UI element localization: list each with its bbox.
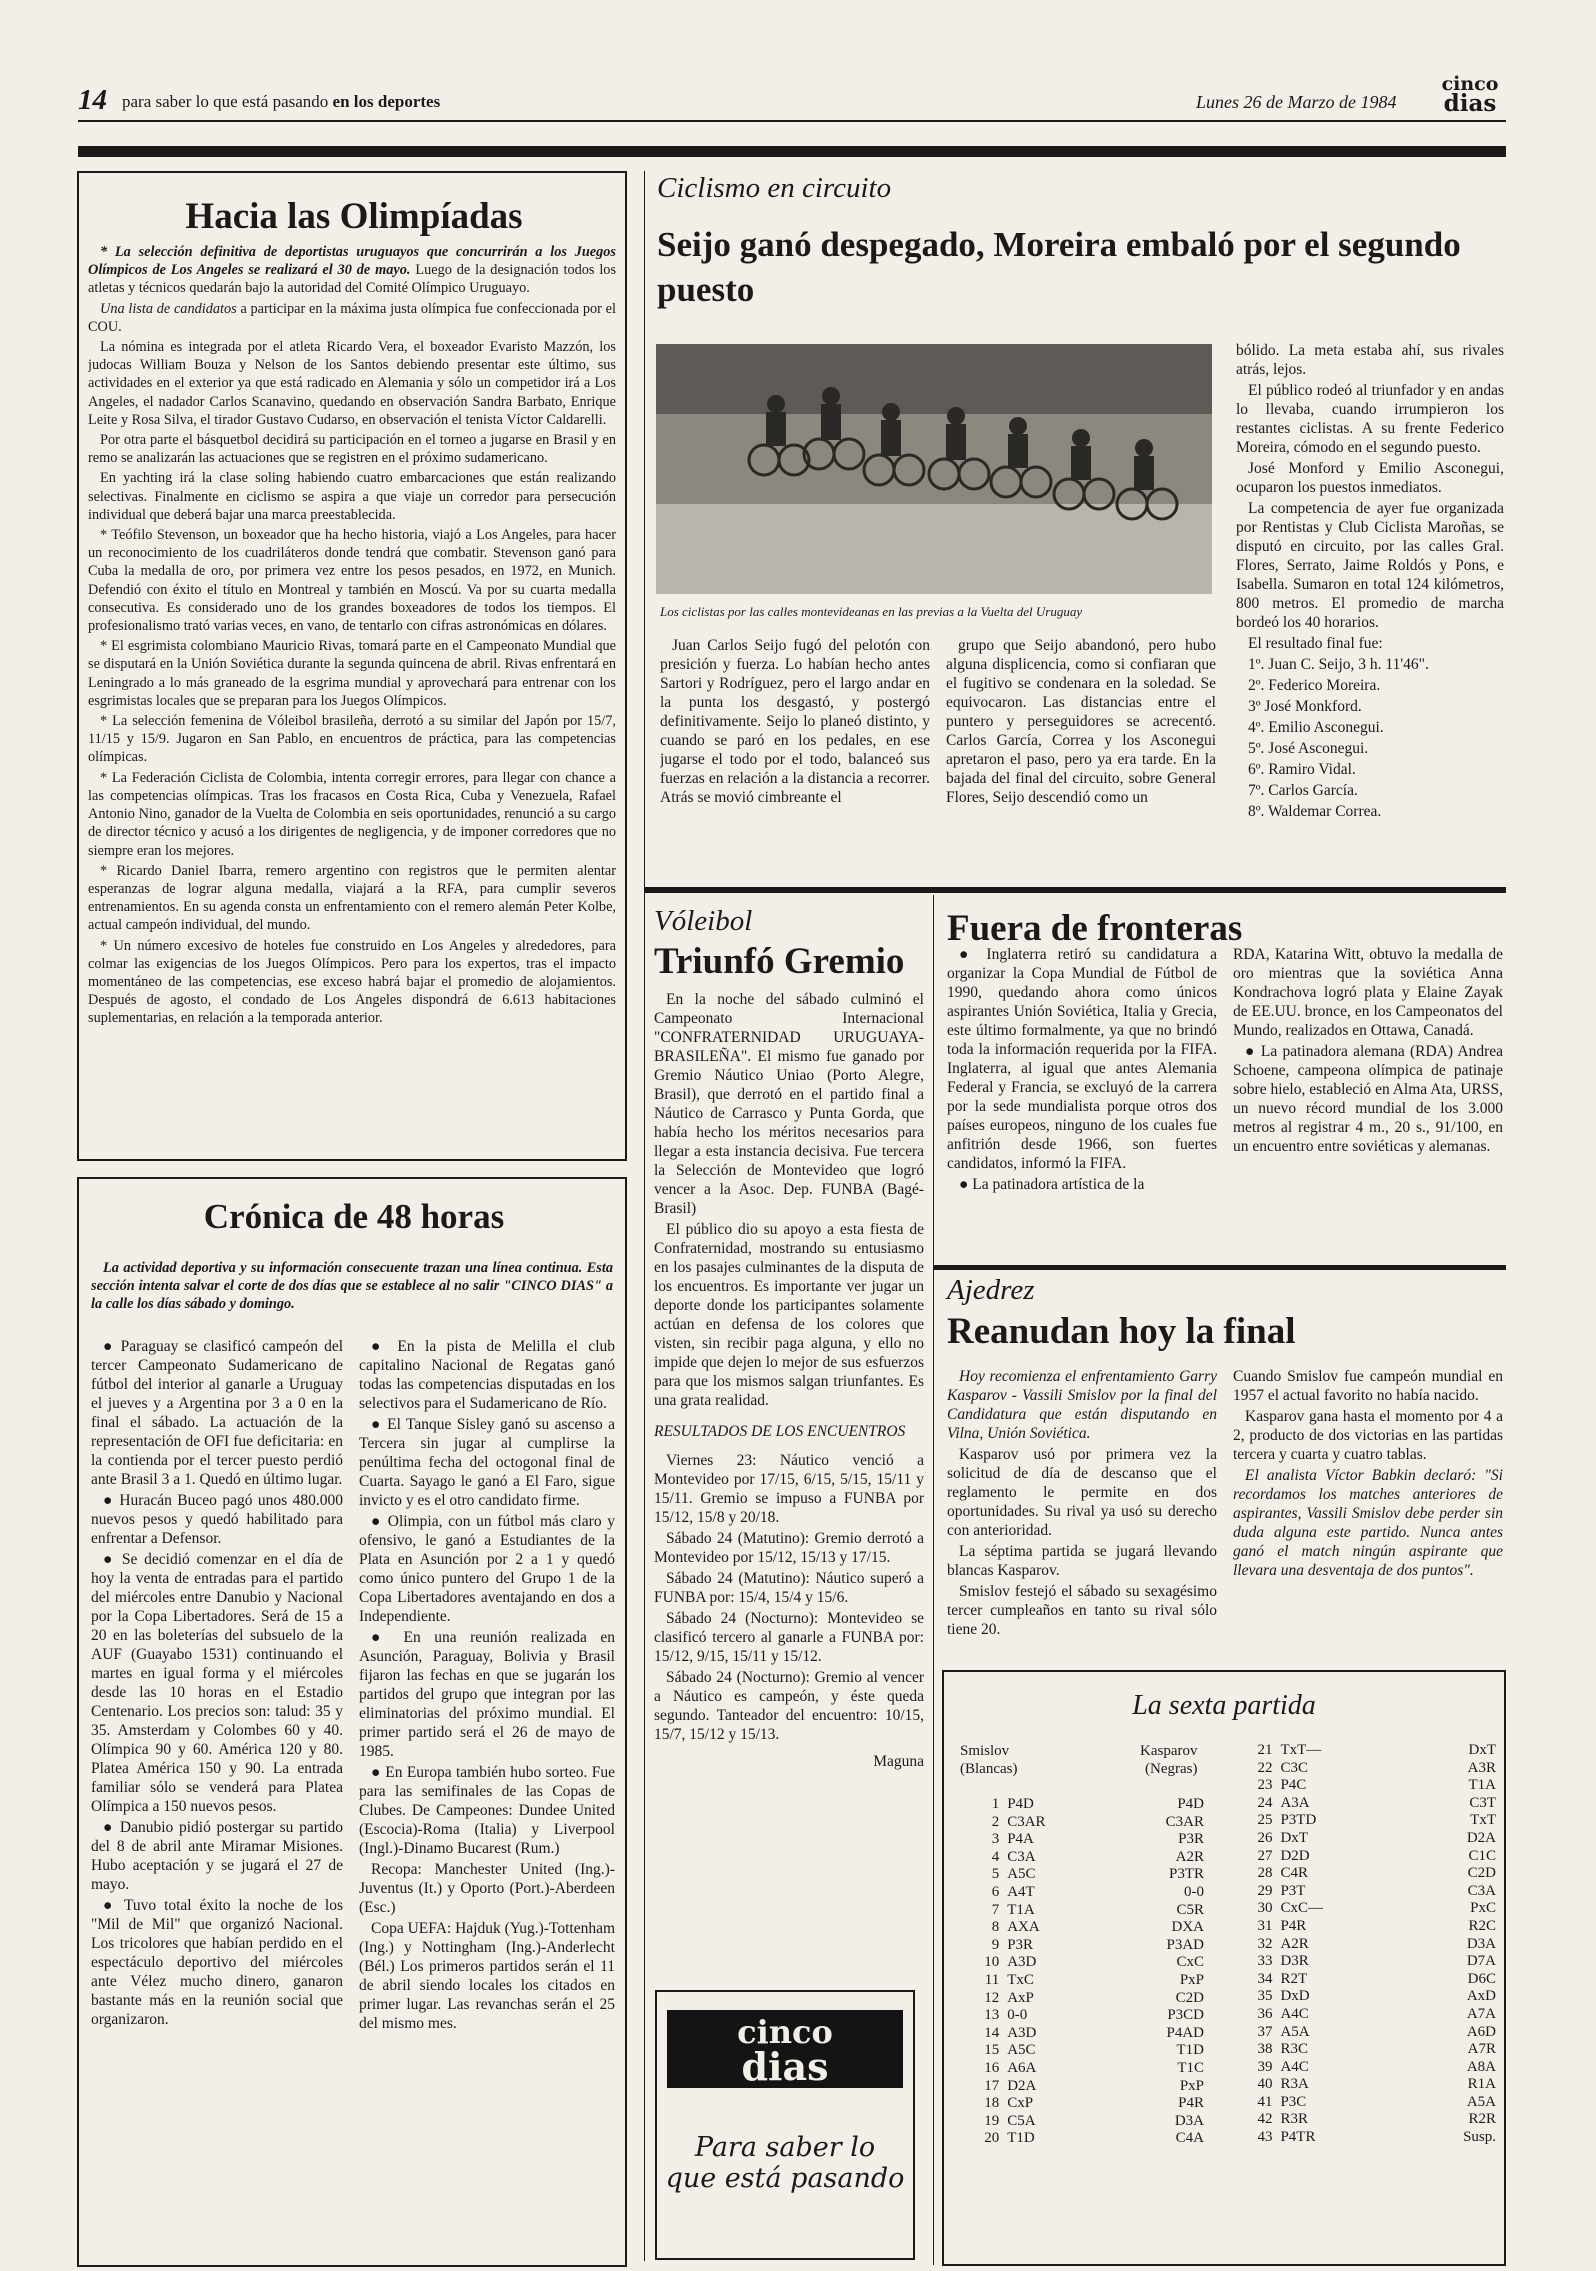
move-row [1214, 1988, 1500, 2006]
ajedrez-col1-c: La séptima partida se jugará llevando blancas Kasparov. [947, 1543, 1217, 1579]
cronica-item: ● Se decidió comenzar en el día de hoy la venta de entradas para el partido del miércoles entre Danubio y Nacional por la Copa Libertadores. Será de 15 a 20 en las boleterías del subsuelo de la AUF (Guayabo 1531) continuando el martes en igual forma y el miércoles desde las 10 horas en el Estadio Centenario. Los precios son: talud: 35 y 35. Amsterdam y Colombes 60 y 40. Olímpica 90 y 60. América 120 y 80. Platea América 150 y 90. La entrada familiar sólo se venderá para Platea Olímpica a 150 nuevos pesos. [91, 1551, 343, 1815]
olimpiadas-p1-rest: Luego de la designación todos los atletas y técnicos quedarán bajo la autoridad del Comité Olímpico Uruguayo. [88, 262, 616, 297]
black-move: AxD [1466, 1988, 1496, 2005]
column-divider-2 [933, 895, 934, 2265]
move-row [946, 1849, 1208, 1867]
move-row [946, 2025, 1208, 2043]
move-number: 5 [991, 1866, 1000, 1883]
fronteras-item: RDA, Katarina Witt, obtuvo la medalla de oro mientras que la soviética Anna Kondrachova logró plata y Elaine Zayak de EE.UU. bronce, en los Campeonatos del Mundo, realizados en Ottawa, Canadá. [1233, 946, 1503, 1039]
white-move: R2T [1280, 1970, 1308, 1987]
move-row [1214, 2006, 1500, 2024]
black-move: D3A [1466, 1935, 1496, 1952]
move-number: 11 [984, 1971, 1000, 1988]
move-row [946, 2078, 1208, 2096]
ciclismo-col1-text: Juan Carlos Seijo fugó del pelotón con presición y fuerza. Lo habían hecho antes Sartori y Rodríguez, pero el largo andar en la punta los desgastó, y postergó definitivamente. Seijo lo planeó distinto, y cuando se paró en los pedales, en ese jugarse el todo por el todo, balanceó sus fuerzas en relación a la distancia a recorrer. Atrás se movió cimbreante el [660, 637, 930, 806]
tagline-text: para saber lo que está pasando [122, 92, 329, 111]
white-move: R3C [1280, 2041, 1308, 2058]
olimpiadas-p4: Por otra parte el básquetbol decidirá su participación en el torneo a jugarse en Brasil y en remo se analizarán las actuaciones que se registren en el próximo sudamericano. [88, 432, 616, 467]
white-move: A3D [1007, 1954, 1037, 1971]
black-move: P3R [1178, 1831, 1204, 1848]
black-move: A7R [1467, 2041, 1496, 2058]
ciclismo-col3-b: El público rodeó al triunfador y en andas lo llevaba, cuando irrumpieron los restantes ciclistas. A su frente Federico Moreira, cómodo en el segundo puesto. [1236, 382, 1504, 456]
ajedrez-col2 [1233, 1367, 1503, 1657]
olimpiadas-p3: La nómina es integrada por el atleta Ricardo Vera, el boxeador Evaristo Mazzón, los judocas William Bouza y Nelson de los Santos debiendo presentar este último, sus actividades en el exterior ya que está radicado en Alemania y sólo un competidor irá a Los Angeles, el nadador Carlos Scanavino, quedando en observación Sandra Barbato, Enrique Leite y Rosa Silva, el tirador Gustavo Cudarso, en observación el tenista Víctor Caldarelli. [88, 339, 616, 428]
white-player: Smislov [960, 1743, 1010, 1759]
white-move: C5A [1007, 2112, 1036, 2129]
olimpiadas-p2-lead: Una lista de candidatos [100, 300, 237, 317]
white-move: TxT— [1280, 1742, 1322, 1758]
white-move: TxC [1007, 1971, 1034, 1988]
cronica-item: ● Paraguay se clasificó campeón del tercer Campeonato Sudamericano de fútbol del interior al ganarle a Uruguay el jueves y a Argentina por 3 a 0 en la final el sábado. La actuación de la representación de OFI fue deficitaria: en la contienda por el tercer puesto perdió ante Brasil 3 a 1. Quedó en último lugar. [91, 1338, 343, 1488]
voleibol-p2: El público dio su apoyo a esta fiesta de Confraternidad, mostrando su entusiasmo en los pasajes culminantes de la disputa de los encuentros. Es importante ver jugar un deporte donde los participantes solamente actúan en defensa de los colores que visten, sin recibir paga alguna, y ello no impide que dejen lo mejor de sus esfuerzos para que los mismos salgan triunfantes. Es una grata realidad. [654, 1221, 924, 1409]
move-number: 8 [991, 1919, 1000, 1936]
black-move: P4R [1178, 2095, 1204, 2112]
result-row: 6º. Ramiro Vidal. [1248, 761, 1356, 778]
white-move: D3R [1280, 1953, 1309, 1970]
white-move: CxP [1007, 2095, 1034, 2112]
cyclists-photo-art [656, 344, 1212, 594]
black-move: TxT [1470, 1812, 1496, 1829]
move-row [946, 2007, 1208, 2025]
black-player: Kasparov [1140, 1743, 1198, 1759]
result-row: 3º José Monkford. [1248, 698, 1362, 715]
black-move: 0-0 [1184, 1883, 1204, 1900]
move-number: 26 [1257, 1829, 1273, 1846]
move-row [1214, 2111, 1500, 2129]
olimpiadas-p9: * La Federación Ciclista de Colombia, intenta corregir errores, para llegar con chance a las competencias olímpicas. Tras los fracasos en Costa Rica, Cuba y Venezuela, Rafael Antonio Nino, ganador de la Vuelta de Colombia en seis oportunidades, renunció a su cargo de director técnico y acusó a los dirigentes de negligencia, y de imponer corredores que no siempre eran los mejores. [88, 769, 616, 859]
black-move: P4D [1177, 1796, 1204, 1812]
white-move: P4D [1007, 1796, 1034, 1812]
move-row [946, 1814, 1208, 1832]
olimpiadas-title: Hacia las Olimpíadas [185, 196, 523, 237]
black-move: P3CD [1167, 2007, 1204, 2024]
black-move: P3TR [1168, 1866, 1204, 1883]
black-move: PxP [1179, 1971, 1204, 1988]
ciclismo-col3 [1236, 341, 1504, 878]
voleibol-results-title: RESULTADOS DE LOS ENCUENTROS [654, 1423, 906, 1440]
move-row [1214, 2059, 1500, 2077]
ciclismo-col1 [660, 636, 930, 878]
move-number: 18 [984, 2095, 1000, 2112]
move-row [1214, 1760, 1500, 1778]
move-number: 29 [1257, 1882, 1273, 1899]
move-number: 15 [984, 2042, 1000, 2059]
black-header [1140, 1742, 1197, 1778]
move-row [1214, 2076, 1500, 2094]
move-number: 12 [984, 1989, 1000, 2006]
white-move: A6A [1007, 2059, 1037, 2076]
white-move: P3R [1007, 1936, 1034, 1953]
move-number: 1 [991, 1796, 1000, 1812]
move-row [946, 1902, 1208, 1920]
black-move: D2A [1466, 1829, 1496, 1846]
white-move: A5C [1007, 2042, 1036, 2059]
cronica-item: ● Tuvo total éxito la noche de los "Mil de Mil" que organizó Nacional. Los tricolores que habían perdido en el espectáculo deportivo del miércoles ante Vélez mucho dinero, ganaron bastante más en la reunión social que organizaron. [91, 1897, 343, 2028]
move-number: 35 [1257, 1988, 1273, 2005]
voleibol-result: Viernes 23: Náutico venció a Montevideo por 17/15, 6/15, 5/15, 15/11 y 15/11. Gremio se impuso a FUNBA por 15/12, 15/8 y 20/18. [654, 1452, 924, 1526]
voleibol-title: Triunfó Gremio [654, 941, 905, 982]
move-row [1214, 1900, 1500, 1918]
fronteras-item: ● La patinadora artística de la [959, 1176, 1145, 1193]
white-move: A4C [1280, 2005, 1309, 2022]
white-move: C3AR [1007, 1813, 1046, 1830]
ciclismo-col3-c: José Monford y Emilio Asconegui, ocuparon los puestos inmediatos. [1236, 460, 1504, 496]
black-move: C2D [1175, 1989, 1204, 2006]
white-move: R3A [1280, 2076, 1309, 2093]
move-row [1214, 1883, 1500, 1901]
black-move: A2R [1175, 1848, 1204, 1865]
move-row [1214, 2024, 1500, 2042]
result-row: 1º. Juan C. Seijo, 3 h. 11'46". [1248, 656, 1429, 673]
fronteras-title: Fuera de fronteras [947, 908, 1243, 949]
olimpiadas-body [88, 243, 616, 1155]
black-move: C3T [1469, 1794, 1496, 1811]
white-move: C3A [1007, 1848, 1036, 1865]
cronica-item: ● En una reunión realizada en Asunción, Paraguay, Bolivia y Brasil fijaron las fechas en que se jugarán los partidos del grupo que integran por las eliminatorias del próximo mundial. El primer partido será el 26 de mayo de 1985. [359, 1629, 615, 1760]
move-row [1214, 1953, 1500, 1971]
voleibol-result: Sábado 24 (Nocturno): Montevideo se clasificó tercero al ganarle a FUNBA por: 15/12, 9/15, 15/11 y 15/12. [654, 1610, 924, 1665]
black-move: C1C [1468, 1847, 1496, 1864]
move-number: 9 [991, 1936, 1000, 1953]
black-move: R2R [1468, 2111, 1496, 2128]
white-move: C4R [1280, 1865, 1308, 1882]
move-number: 16 [984, 2059, 1000, 2076]
cronica-intro [91, 1259, 613, 1321]
black-move: D6C [1467, 1970, 1496, 1987]
black-move: A6D [1466, 2023, 1496, 2040]
logo-bottom: dias [1443, 90, 1497, 117]
white-move: DxT [1280, 1829, 1308, 1846]
chess-game-box [942, 1670, 1506, 2266]
black-move: C3A [1467, 1882, 1496, 1899]
move-row [946, 1972, 1208, 1990]
cronica-item: ● El Tanque Sisley ganó su ascenso a Tercera sin jugar al cumplirse la penúltima fecha del octogonal final de Cuarta. Sayago le ganó a El Faro, sigue invicto y es el otro candidato firme. [359, 1416, 615, 1509]
cronica-item: Recopa: Manchester United (Ing.)-Juventus (It.) y Oporto (Port.)-Aberdeen (Esc.) [359, 1861, 615, 1916]
olimpiadas-p1-lead: * La selección definitiva de deportistas uruguayos que concurrirán a los Juegos Olímpicos de Los Angeles se realizará el 30 de mayo. [88, 244, 616, 279]
move-row [946, 2042, 1208, 2060]
move-row [946, 1866, 1208, 1884]
cronica-right-col [359, 1337, 615, 2262]
cronica-item: ● En la pista de Melilla el club capitalino Nacional de Regatas ganó todas las competencias disputadas en los selectivos para el Sudamericano de Río. [359, 1338, 615, 1412]
header-logo [1440, 73, 1500, 117]
move-row [1214, 1742, 1500, 1760]
chess-game-title: La sexta partida [1132, 1690, 1316, 1721]
white-color: (Blancas) [960, 1761, 1018, 1777]
black-move: DXA [1171, 1919, 1204, 1936]
move-number: 2 [991, 1813, 1000, 1830]
white-move: CxC— [1280, 1900, 1323, 1917]
cronica-intro-text: La actividad deportiva y su información consecuente trazan una línea continua. Esta sección intenta salvar el corte de dos días que se establece al no salir "CINCO DIAS" a la calle los días sábado y domingo. [91, 1260, 613, 1313]
white-move: T1D [1007, 2130, 1035, 2147]
white-move: DxD [1280, 1988, 1310, 2005]
move-row [946, 2095, 1208, 2113]
ad-slogan [657, 2132, 913, 2194]
move-number: 33 [1257, 1953, 1273, 1970]
black-move: T1C [1177, 2059, 1204, 2076]
white-header [960, 1742, 1017, 1778]
white-move: AxP [1007, 1989, 1034, 2006]
move-number: 28 [1257, 1865, 1273, 1882]
fronteras-article [945, 895, 1505, 1265]
move-number: 39 [1257, 2058, 1273, 2075]
moves-table-right [1214, 1742, 1500, 2147]
move-number: 37 [1257, 2023, 1273, 2040]
black-move: T1A [1468, 1777, 1496, 1794]
move-number: 41 [1257, 2093, 1273, 2110]
move-number: 32 [1257, 1935, 1273, 1952]
ajedrez-article [945, 1270, 1505, 1665]
cronica-item: ● Huracán Buceo pagó unos 480.000 nuevos pesos y quedó habilitado para enfrentar a Defensor. [91, 1492, 343, 1547]
move-row [1214, 2129, 1500, 2147]
move-number: 14 [984, 2024, 1000, 2041]
black-move: R1A [1467, 2076, 1496, 2093]
white-move: A3A [1280, 1794, 1310, 1811]
ciclismo-article [656, 166, 1506, 878]
tagline-section: en los deportes [332, 92, 441, 111]
move-number: 43 [1257, 2129, 1273, 2146]
result-row: 5º. José Asconegui. [1248, 740, 1369, 757]
ajedrez-col1-a: Hoy recomienza el enfrentamiento Garry Kasparov - Vassili Smislov por la final del Candidatura que están disputando en Vilna, Unión Soviética. [947, 1368, 1217, 1442]
ajedrez-col2-a: Cuando Smislov fue campeón mundial en 1957 el actual favorito no había nacido. [1233, 1368, 1503, 1404]
move-number: 7 [991, 1901, 1000, 1918]
olimpiadas-p6: * Teófilo Stevenson, un boxeador que ha hecho historia, viajó a Los Angeles, para hacer un reconocimiento de los cuadriláteros donde tendrá que combatir. Stevenson ganó para Cuba la medalla de oro, por primera vez entre los pesos pesados, en 1972, en Munich. Defendió con éxito el título en Montreal y también en Moscú. Va por su cuarta medalla consecutiva. Es considerado uno de los grandes boxeadores de todos los tiempos. El profesionalismo trató varias veces, en vano, de tentarlo con cifras astronómicas en dólares. [88, 527, 616, 635]
ciclismo-col2 [946, 636, 1216, 878]
white-move: 0-0 [1007, 2007, 1028, 2024]
ajedrez-col2-c: El analista Víctor Babkin declaró: "Si recordamos los matches anteriores de aspirantes, Vassili Smislov debe perder sin duda alguna este partido. Nunca antes ganó el match ningún aspirante que llevara una desventaja de dos puntos". [1233, 1467, 1503, 1579]
black-move: A5A [1466, 2093, 1496, 2110]
result-row: 7º. Carlos García. [1248, 782, 1358, 799]
move-number: 34 [1257, 1970, 1273, 1987]
move-row [946, 2060, 1208, 2078]
ciclismo-title: Seijo ganó despegado, Moreira embaló por el segundo puesto [657, 225, 1461, 309]
move-row [946, 2130, 1208, 2148]
ad-slogan-1: Para saber lo [694, 2132, 876, 2163]
black-move: C5R [1176, 1901, 1204, 1918]
move-row [1214, 2094, 1500, 2112]
voleibol-signature: Maguna [873, 1753, 924, 1770]
white-move: A5C [1007, 1866, 1036, 1883]
page-number: 14 [78, 84, 107, 116]
header-tagline [122, 92, 440, 112]
ciclismo-col3-a: bólido. La meta estaba ahí, sus rivales atrás, lejos. [1236, 342, 1504, 378]
white-move: P3T [1280, 1882, 1306, 1899]
move-number: 13 [984, 2007, 1000, 2024]
white-move: A3D [1007, 2024, 1037, 2041]
ajedrez-col1-b: Kasparov usó por primera vez la solicitud de día de descanso que el reglamento le permite en dos oportunidades. Su rival ya usó su derecho con anterioridad. [947, 1446, 1217, 1539]
move-row [946, 1954, 1208, 1972]
fronteras-item: ● La patinadora alemana (RDA) Andrea Schoene, campeona olímpica de patinaje sobre hielo, estableció en Alma Ata, URSS, un nuevo récord mundial de los 3.000 metros al registrar 4 m., 20 s., 91/100, en un encuentro entre soviéticas y alemanas. [1233, 1043, 1503, 1155]
ad-logo [667, 2010, 903, 2088]
cyclists-photo [656, 344, 1212, 594]
move-number: 21 [1257, 1742, 1273, 1758]
white-move: A5A [1280, 2023, 1310, 2040]
white-move: D2A [1007, 2077, 1037, 2094]
move-row [1214, 1795, 1500, 1813]
black-move: C4A [1175, 2130, 1204, 2147]
white-move: AXA [1007, 1919, 1040, 1936]
ajedrez-col1 [947, 1367, 1217, 1657]
move-number: 38 [1257, 2041, 1273, 2058]
black-move: R2C [1468, 1917, 1496, 1934]
olimpiadas-box [77, 171, 627, 1161]
move-row [1214, 1830, 1500, 1848]
black-move: C2D [1467, 1865, 1496, 1882]
white-move: A2R [1280, 1935, 1309, 1952]
page-header [0, 0, 1596, 140]
cronica-item: ● En Europa también hubo sorteo. Fue para las semifinales de las Copas de Clubes. De Campeones: Dundee United (Escocia)-Roma (Italia) y Liverpool (Ingl.)-Dinamo Bucarest (Rum.) [359, 1764, 615, 1857]
move-row [946, 1937, 1208, 1955]
header-rule-thin [78, 120, 1506, 122]
move-row [1214, 1777, 1500, 1795]
olimpiadas-p10: * Ricardo Daniel Ibarra, remero argentino con registros que le permiten alentar esperanzas de lograr alguna medalla, viajará a la RFA, para cumplir severos entrenamientos. En su agenda consta un enfrentamiento con el remero alemán Peter Kolbe, actual campeón individual, del mundo. [88, 862, 616, 934]
white-move: A4T [1007, 1883, 1035, 1900]
ciclismo-kicker: Ciclismo en circuito [657, 172, 892, 204]
cronica-box [77, 1177, 627, 2267]
voleibol-p1: En la noche del sábado culminó el Campeonato Internacional "CONFRATERNIDAD URUGUAYA-BRASILEÑA". El mismo fue ganado por Gremio Náutico Uniao (Porto Alegre, Brasil), que derrotó en el partido final a Náutico de Carrasco y Punta Gorda, que había hecho los méritos necesarios para llegar a esta instancia decisiva. Fue tercera la Selección de Montevideo que logró vencer a la Asoc. Dep. FUNBA (Bagé-Brasil) [654, 991, 924, 1217]
voleibol-kicker: Vóleibol [654, 905, 753, 937]
ajedrez-kicker: Ajedrez [947, 1274, 1035, 1306]
moves-table-left [946, 1796, 1208, 2148]
black-move: A3R [1467, 1759, 1496, 1776]
move-number: 25 [1257, 1812, 1273, 1829]
move-number: 24 [1257, 1794, 1273, 1811]
white-move: C3C [1280, 1759, 1308, 1776]
white-move: R3R [1280, 2111, 1308, 2128]
results-label: El resultado final fue: [1248, 635, 1383, 652]
move-number: 23 [1257, 1777, 1273, 1794]
move-row [946, 1919, 1208, 1937]
move-number: 31 [1257, 1917, 1273, 1934]
olimpiadas-p5: En yachting irá la clase soling habiendo cuatro embarcaciones que están realizando selectivas. Finalmente en ciclismo se aspira a que viaje un corredor para persecución individual que deberá bajar una marca preestablecida. [88, 470, 616, 523]
move-row [1214, 1812, 1500, 1830]
result-row: 2º. Federico Moreira. [1248, 677, 1381, 694]
ad-logo-bottom: dias [741, 2044, 829, 2089]
move-number: 10 [984, 1954, 1000, 1971]
move-number: 17 [984, 2077, 1000, 2094]
ajedrez-col1-d: Smislov festejó el sábado su sexagésimo tercer cumpleaños en tanto su rival sólo tiene 20. [947, 1583, 1217, 1638]
move-number: 3 [991, 1831, 1000, 1848]
result-row: 4º. Emilio Asconegui. [1248, 719, 1384, 736]
cronica-title: Crónica de 48 horas [203, 1197, 505, 1236]
black-move: C3AR [1165, 1813, 1204, 1830]
move-row [1214, 2041, 1500, 2059]
ad-slogan-2: que está pasando [665, 2163, 905, 2194]
move-row [1214, 1865, 1500, 1883]
move-row [1214, 1936, 1500, 1954]
move-number: 6 [991, 1883, 1000, 1900]
voleibol-result: Sábado 24 (Matutino): Náutico superó a FUNBA por: 15/4, 15/4 y 15/6. [654, 1570, 924, 1606]
voleibol-body [654, 990, 924, 1950]
black-move: CxC [1176, 1954, 1204, 1971]
section-rule-1 [645, 887, 1506, 893]
move-number: 42 [1257, 2111, 1273, 2128]
move-number: 4 [991, 1848, 1000, 1865]
voleibol-result: Sábado 24 (Matutino): Gremio derrotó a Montevideo por 15/12, 15/13 y 17/15. [654, 1530, 924, 1566]
black-move: A7A [1466, 2005, 1496, 2022]
ajedrez-title: Reanudan hoy la final [947, 1311, 1296, 1352]
black-move: P3AD [1166, 1936, 1204, 1953]
result-row: 8º. Waldemar Correa. [1248, 803, 1382, 820]
header-date: Lunes 26 de Marzo de 1984 [1196, 92, 1397, 112]
black-move: PxC [1470, 1900, 1496, 1917]
move-number: 27 [1257, 1847, 1273, 1864]
white-move: P4C [1280, 1777, 1307, 1794]
white-move: A4C [1280, 2058, 1309, 2075]
cronica-item: ● Danubio pidió postergar su partido del 8 de abril ante Miramar Misiones. Hubo aceptación y se jugará el 27 de mayo. [91, 1819, 343, 1893]
black-move: D3A [1174, 2112, 1204, 2129]
white-move: P3TD [1280, 1812, 1317, 1829]
move-number: 36 [1257, 2005, 1273, 2022]
move-number: 19 [984, 2112, 1000, 2129]
cinco-dias-ad [655, 1990, 915, 2260]
column-divider [644, 171, 645, 2261]
white-move: D2D [1280, 1847, 1310, 1864]
ajedrez-col2-b: Kasparov gana hasta el momento por 4 a 2, producto de dos victorias en las partidas tercera y cuarta y cuatro tablas. [1233, 1408, 1503, 1463]
white-move: P4R [1280, 1917, 1307, 1934]
move-row [946, 1884, 1208, 1902]
fronteras-col1 [947, 945, 1217, 1263]
cronica-left-col [91, 1337, 343, 2262]
move-row [946, 2113, 1208, 2131]
header-rule-thick [78, 146, 1506, 157]
cronica-item: ● Olimpia, con un fútbol más claro y ofensivo, le ganó a Estudiantes de la Plata en Asunción por 2 a 1 y quedó como único puntero del Grupo 1 de la Copa Libertadores aventajando en dos a Independiente. [359, 1513, 615, 1625]
white-move: P3C [1280, 2093, 1307, 2110]
white-move: P4TR [1280, 2129, 1316, 2146]
olimpiadas-p8: * La selección femenina de Vóleibol brasileña, derrotó a su similar del Japón por 15/7, 11/15 y 15/9. Jugaron en San Pablo, en encuentros de práctica, para las competencias olímpicas. [88, 713, 616, 766]
move-row [946, 1990, 1208, 2008]
olimpiadas-p7: * El esgrimista colombiano Mauricio Rivas, tomará parte en el Campeonato Mundial que se disputará en la Unión Soviética durante la segunda quincena de abril. Rivas enfrentará en Leningrado a lo más graneado de la esgrima mundial y aprovechará para entrenar con los esgrimistas locales que se preparan para los Juegos Olímpicos. [88, 638, 616, 709]
olimpiadas-p2-rest: a participar en la máxima justa olímpica fue confeccionada por el COU. [88, 300, 616, 335]
olimpiadas-p11: * Un número excesivo de hoteles fue construido en Los Angeles y alrededores, para colmar las exigencias de los Juegos Olímpicos. Pero para los expertos, tras el impacto momentáneo de las competencias, ese exceso habrá bajar el promedio de alojamientos. Después de agosto, el condado de Los Angeles dispondrá de 6.613 habitaciones suplementarias, en relación a la temporada anterior. [88, 937, 616, 1027]
ciclismo-col2-text: grupo que Seijo abandonó, pero hubo alguna displicencia, como si confiaran que el fugitivo se condenara en la soledad. Se equivocaron. Las distancias entre el puntero y perseguidores se acrecentó. Carlos García, Correa y los Asconegui apretaron el paso, pero ya era tarde. En la bajada del final del circuito, sobre General Flores, Seijo descendió como un [946, 637, 1216, 806]
black-move: PxP [1179, 2077, 1204, 2094]
black-move: D7A [1466, 1953, 1496, 1970]
move-row [946, 1796, 1208, 1814]
move-number: 40 [1257, 2076, 1273, 2093]
move-number: 30 [1257, 1900, 1273, 1917]
photo-caption: Los ciclistas por las calles montevideanas en las previas a la Vuelta del Uruguay [660, 604, 1083, 619]
black-move: T1D [1176, 2042, 1204, 2059]
black-move: DxT [1468, 1742, 1496, 1758]
ad-logo-top: cinco [737, 2013, 833, 2051]
logo-top: cinco [1441, 73, 1499, 95]
cronica-item: Copa UEFA: Hajduk (Yug.)-Tottenham (Ing.) y Nottingham (Ing.)-Anderlecht (Bél.) Los primeros partidos serán el 11 de abril siendo locales los citados en primer lugar. Las revanchas serán el 25 del mismo mes. [359, 1920, 615, 2032]
fronteras-item: ● Inglaterra retiró su candidatura a organizar la Copa Mundial de Fútbol de 1990, quedando ahora como únicos aspirantes Unión Soviética, Italia y Grecia, este último formalmente, ya que no brindó toda la información requerida por la FIFA. Inglaterra, al igual que antes Alemania Federal y Francia, se excluyó de la carrera por la sede mundialista porque otros dos países europeos, ninguno de los cuales fue anfitrión desde 1966, son fuertes candidatos, informó la FIFA. [947, 946, 1217, 1172]
black-color: (Negras) [1145, 1761, 1198, 1777]
fronteras-col2 [1233, 945, 1503, 1263]
black-move: A8A [1466, 2058, 1496, 2075]
move-number: 22 [1257, 1759, 1273, 1776]
ciclismo-col3-d: La competencia de ayer fue organizada por Rentistas y Club Ciclista Maroñas, se disputó en circuito, por las calles Gral. Flores, Serrato, Jaime Roldós y Pons, e Isabella. Sumaron en total 124 kilómetros, 800 metros. El promedio de marcha bordeó los 40 horarios. [1236, 500, 1504, 631]
black-move: Susp. [1463, 2129, 1496, 2146]
move-row [946, 1831, 1208, 1849]
white-move: P4A [1007, 1831, 1034, 1848]
voleibol-result: Sábado 24 (Nocturno): Gremio al vencer a Náutico es campeón, y éste queda segundo. Tanteador del encuentro: 10/15, 15/7, 15/12 y 15/13. [654, 1669, 924, 1743]
black-move: P4AD [1166, 2024, 1204, 2041]
move-row [1214, 1971, 1500, 1989]
move-row [1214, 1848, 1500, 1866]
move-row [1214, 1918, 1500, 1936]
white-move: T1A [1007, 1901, 1035, 1918]
move-number: 20 [984, 2130, 1000, 2147]
